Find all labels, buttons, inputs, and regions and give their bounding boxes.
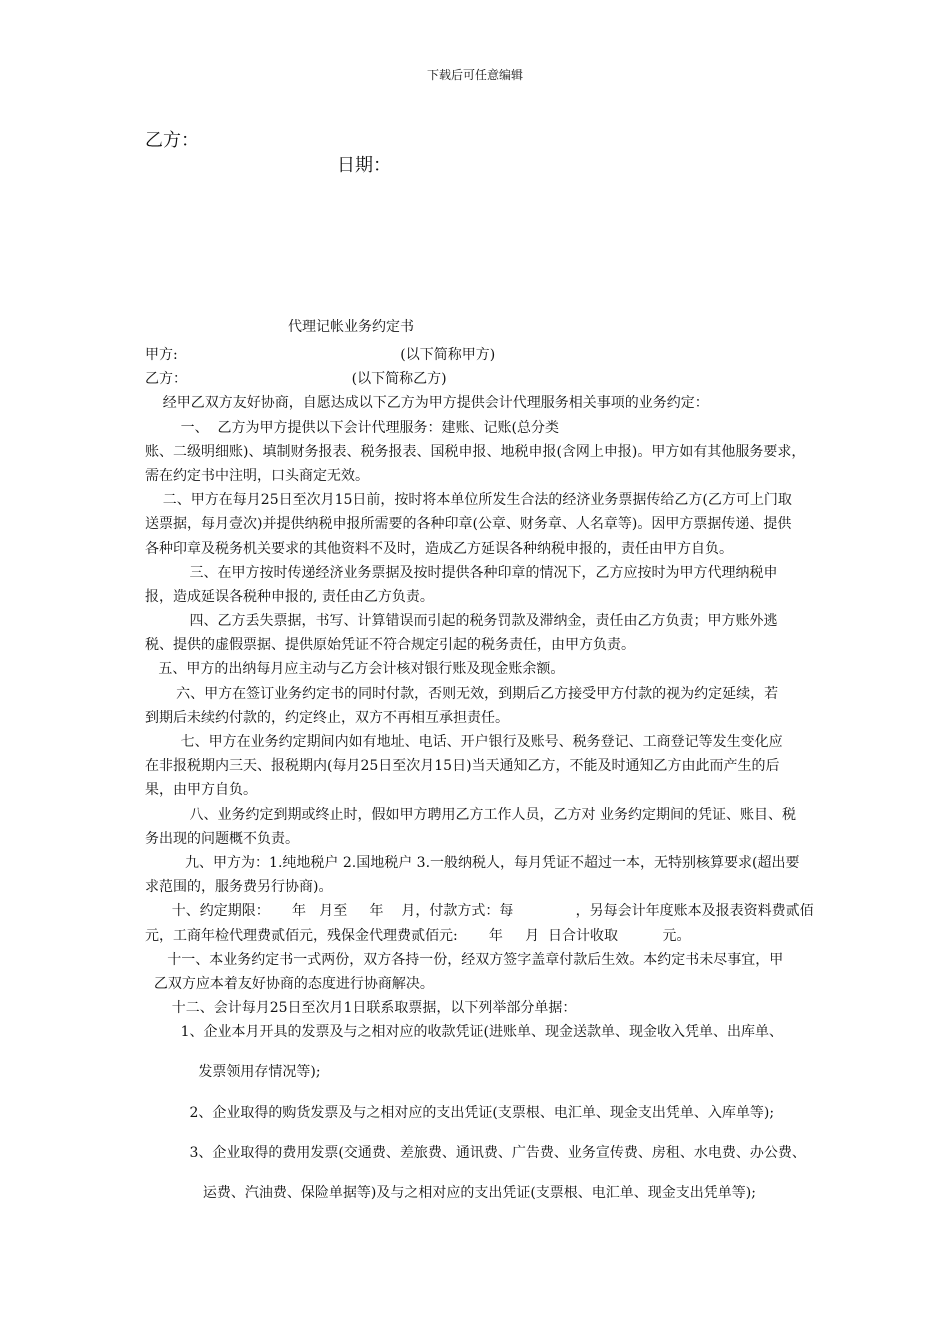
item-1 xyxy=(145,1020,813,1084)
item-2 xyxy=(145,1101,813,1125)
item-line: 3、企业取得的费用发票(交通费、差旅费、通讯费、广告费、业务宣传费、房租、水电费、办公费、 xyxy=(145,1144,806,1161)
clause-line: 二、甲方在每月25日至次月15日前，按时将本单位所发生合法的经济业务票据传给乙方(乙方可上门取 xyxy=(145,492,792,509)
clause-line: 税、提供的虚假票据、提供原始凭证不符合规定引起的税务责任，由甲方负责。 xyxy=(145,637,635,654)
clause-line: 四、乙方丢失票据，书写、计算错误而引起的税务罚款及滞纳金，责任由乙方负责；甲方账外逃 xyxy=(145,613,778,630)
clause-line: 五、甲方的出纳每月应主动与乙方会计核对银行账及现金账余额。 xyxy=(145,661,565,678)
date-label: 日期： xyxy=(337,155,391,176)
clause-line: 求范围的，服务费另行协商)。 xyxy=(145,879,333,896)
item-line: 运费、汽油费、保险单据等)及与之相对应的支出凭证(支票根、电汇单、现金支出凭单等); xyxy=(145,1185,756,1201)
clause-line: 果，由甲方自负。 xyxy=(145,782,257,799)
clause-2 xyxy=(145,488,813,561)
party-b-line: 乙方： (以下简称乙方) xyxy=(145,371,447,388)
item-line: 发票领用存情况等); xyxy=(145,1064,321,1081)
clause-4 xyxy=(145,609,813,657)
clause-line: 十一、本业务约定书一式两份，双方各持一份，经双方签字盖章付款后生效。本约定书未尽事宜，甲 xyxy=(145,951,784,968)
clause-10 xyxy=(145,899,813,947)
clause-5 xyxy=(145,657,813,681)
clause-line: 在非报税期内三天、报税期内(每月25日至次月15日)当天通知乙方，不能及时通知乙方由此而产生的后 xyxy=(145,758,780,775)
clause-line: 一、 乙方为甲方提供以下会计代理服务：建账、记账(总分类 xyxy=(145,419,559,436)
clause-line: 各种印章及税务机关要求的其他资料不及时，造成乙方延误各种纳税申报的，责任由甲方自负。 xyxy=(145,540,733,557)
clause-9 xyxy=(145,851,813,899)
clause-line: 十、约定期限： 年 月至 年 月，付款方式：每 ，另每会计年度账本及报表资料费贰佰 xyxy=(145,903,814,920)
clause-line: 需在约定书中注明，口头商定无效。 xyxy=(145,467,369,484)
clause-line: 报，造成延误各税种申报的, 责任由乙方负责。 xyxy=(145,588,434,605)
clause-3 xyxy=(145,561,813,609)
clause-line: 送票据，每月壹次)并提供纳税申报所需要的各种印章(公章、财务章、人名章等)。因甲方票据传递、提供 xyxy=(145,516,792,533)
party-a-line: 甲方: (以下简称甲方) xyxy=(145,347,496,363)
document-title: 代理记帐业务约定书 xyxy=(288,319,414,335)
clause-line: 六、甲方在签订业务约定书的同时付款，否则无效，到期后乙方接受甲方付款的视为约定延续，若 xyxy=(145,685,779,702)
clause-8 xyxy=(145,803,813,851)
clause-11 xyxy=(145,948,813,996)
item-line: 1、企业本月开具的发票及与之相对应的收款凭证(进账单、现金送款单、现金收入凭单、出库单、 xyxy=(145,1024,783,1041)
item-3 xyxy=(145,1141,813,1205)
item-line: 2、企业取得的购货发票及与之相对应的支出凭证(支票根、电汇单、现金支出凭单、入库单等); xyxy=(145,1104,775,1121)
clause-line: 十二、会计每月25日至次月1日联系取票据，以下列举部分单据： xyxy=(145,1000,577,1017)
clause-line: 九、甲方为：1.纯地税户 2.国地税户 3.一般纳税人，每月凭证不超过一本，无特别核算要求(超出要 xyxy=(145,854,800,871)
clause-6 xyxy=(145,682,813,730)
clause-line: 到期后未续约付款的，约定终止，双方不再相互承担责任。 xyxy=(145,709,509,726)
clause-line: 元，工商年检代理费贰佰元，残保金代理费贰佰元: 年 月 日合计收取 元。 xyxy=(145,927,691,944)
clause-line: 账、二级明细账)、填制财务报表、税务报表、国税申报、地税申报(含网上申报)。甲方如有其他服务要求， xyxy=(145,443,806,460)
clause-line: 三、在甲方按时传递经济业务票据及按时提供各种印章的情况下，乙方应按时为甲方代理纳税申 xyxy=(145,564,778,581)
agreement-body xyxy=(145,343,813,1205)
clause-line: 七、甲方在业务约定期间内如有地址、电话、开户银行及账号、税务登记、工商登记等发生变化应 xyxy=(145,734,783,750)
clause-line: 务出现的问题概不负责。 xyxy=(145,830,299,847)
header-note: 下载后可任意编辑 xyxy=(426,68,523,82)
clause-line: 乙双方应本着友好协商的态度进行协商解决。 xyxy=(145,975,434,992)
party-b-signature-label: 乙方： xyxy=(145,130,199,151)
clause-1 xyxy=(145,416,813,489)
intro-line: 经甲乙双方友好协商，自愿达成以下乙方为甲方提供会计代理服务相关事项的业务约定： xyxy=(145,395,709,412)
clause-line: 八、业务约定到期或终止时，假如甲方聘用乙方工作人员，乙方对 业务约定期间的凭证、账目、税 xyxy=(145,806,796,823)
clause-7 xyxy=(145,730,813,803)
clause-12 xyxy=(145,996,813,1020)
